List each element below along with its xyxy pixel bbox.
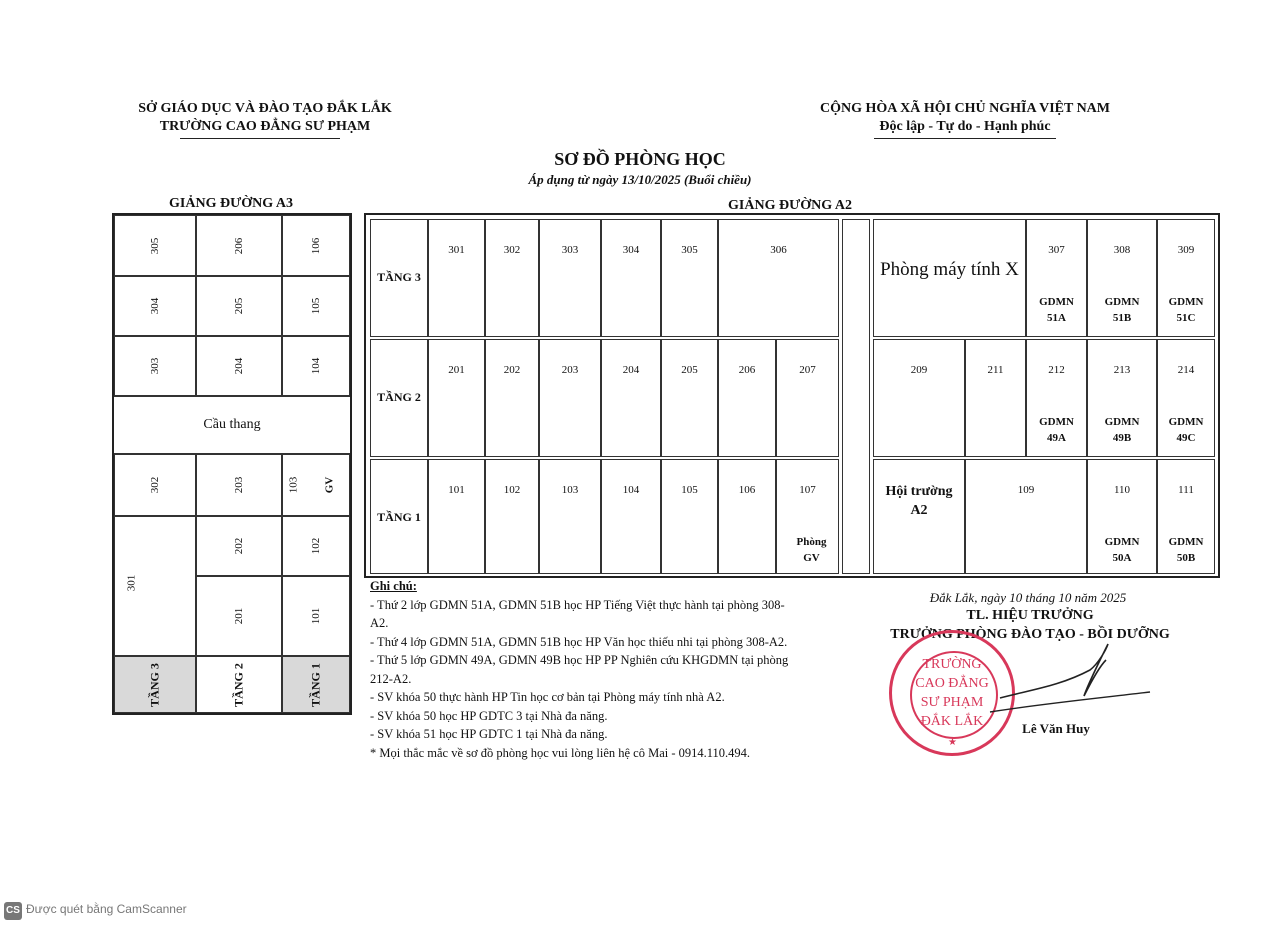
note-line: - SV khóa 50 thực hành HP Tin học cơ bản tại Phòng máy tính nhà A2. — [370, 690, 725, 704]
national-title: CỘNG HÒA XÃ HỘI CHỦ NGHĨA VIỆT NAM — [819, 101, 1110, 116]
note-line: - SV khóa 51 học HP GDTC 1 tại Nhà đa năng. — [370, 727, 608, 741]
a2-floor-2: TẦNG 2 — [370, 339, 428, 457]
a2-room-111: 111 GDMN 50B — [1157, 459, 1215, 574]
a3-room-101: 101 — [282, 576, 350, 656]
official-seal: TRƯỜNG CAO ĐẲNG SƯ PHẠM ĐẮK LẮK ★ — [889, 630, 1015, 756]
a3-room-304: 304 — [114, 276, 196, 336]
a2-room-211: 211 — [965, 339, 1026, 457]
page-subtitle: Áp dụng từ ngày 13/10/2025 (Buổi chiều) — [528, 172, 752, 187]
note-line: - Thứ 4 lớp GDMN 51A, GDMN 51B học HP Văn học thiếu nhi tại phòng 308-A2. — [370, 634, 788, 649]
a2-room-101: 101 — [428, 459, 485, 574]
note-line: - Thứ 2 lớp GDMN 51A, GDMN 51B học HP Tiếng Việt thực hành tại phòng 308- — [370, 597, 785, 612]
a2-room-102: 102 — [485, 459, 539, 574]
note-line: 212-A2. — [370, 671, 412, 686]
a2-floor-1: TẦNG 1 — [370, 459, 428, 574]
a3-room-105: 105 — [282, 276, 350, 336]
a2-room-305: 305 — [661, 219, 718, 337]
a3-room-203: 203 — [196, 454, 282, 516]
camscanner-icon: CS — [4, 902, 22, 920]
a3-room-104: 104 — [282, 336, 350, 396]
a2-stairwell — [842, 219, 870, 574]
a3-floor-2: TẦNG 2 — [196, 656, 282, 713]
signer-name: Lê Văn Huy — [1022, 721, 1090, 736]
a3-room-302: 302 — [114, 454, 196, 516]
issuer-underline — [180, 138, 340, 139]
sign-role-1: TL. HIỆU TRƯỞNG — [966, 608, 1094, 623]
a2-room-307: 307 GDMN 51A — [1026, 219, 1087, 337]
notes-block — [370, 577, 840, 762]
a3-floor-1: TẦNG 1 — [282, 656, 350, 713]
a3-room-301: 301 — [114, 516, 196, 656]
a3-room-103: 103 GV — [282, 454, 350, 516]
a2-floor-3: TẦNG 3 — [370, 219, 428, 337]
room-107-note: Phòng GV — [796, 536, 827, 564]
a2-room-106: 106 — [718, 459, 776, 574]
a2-room-201: 201 — [428, 339, 485, 457]
a2-room-103: 103 — [539, 459, 601, 574]
a3-room-205: 205 — [196, 276, 282, 336]
a2-room-213: 213 GDMN 49B — [1087, 339, 1157, 457]
a3-room-102: 102 — [282, 516, 350, 576]
note-line: - SV khóa 50 học HP GDTC 3 tại Nhà đa năng. — [370, 708, 608, 723]
a2-room-214: 214 GDMN 49C — [1157, 339, 1215, 457]
a2-hall: Hội trường A2 — [873, 459, 965, 574]
a2-computer-lab: Phòng máy tính X — [873, 219, 1026, 337]
a2-room-304: 304 — [601, 219, 661, 337]
signature-scribble — [960, 640, 1160, 720]
a2-room-202: 202 — [485, 339, 539, 457]
scanner-footer — [4, 902, 187, 920]
sign-date: Đắk Lắk, ngày 10 tháng 10 năm 2025 — [929, 590, 1127, 605]
a2-room-105: 105 — [661, 459, 718, 574]
national-motto: Độc lập - Tự do - Hạnh phúc — [879, 119, 1051, 134]
a2-room-303: 303 — [539, 219, 601, 337]
a2-room-204: 204 — [601, 339, 661, 457]
a3-room-201: 201 — [196, 576, 282, 656]
a2-room-209: 209 — [873, 339, 965, 457]
a2-room-207: 207 — [776, 339, 839, 457]
a3-room-305: 305 — [114, 215, 196, 276]
motto-underline — [874, 138, 1056, 139]
a3-label: GIẢNG ĐƯỜNG A3 — [169, 196, 293, 211]
a3-frame — [112, 213, 352, 715]
a2-room-206: 206 — [718, 339, 776, 457]
issuer-school: TRƯỜNG CAO ĐẲNG SƯ PHẠM — [159, 119, 371, 134]
a3-room-303: 303 — [114, 336, 196, 396]
footer-text: Được quét bằng CamScanner — [26, 902, 187, 916]
a2-room-205: 205 — [661, 339, 718, 457]
a2-frame — [364, 213, 1220, 578]
a2-room-309: 309 GDMN 51C — [1157, 219, 1215, 337]
note-line: - Thứ 5 lớp GDMN 49A, GDMN 49B học HP PP Nghiên cứu KHGDMN tại phòng — [370, 653, 789, 667]
a3-stairs: Cầu thang — [114, 396, 350, 454]
a2-room-104: 104 — [601, 459, 661, 574]
note-line: * Mọi thắc mắc về sơ đồ phòng học vui lòng liên hệ cô Mai - 0914.110.494. — [370, 745, 751, 760]
a2-room-308: 308 GDMN 51B — [1087, 219, 1157, 337]
a2-room-203: 203 — [539, 339, 601, 457]
notes-heading: Ghi chú: — [370, 579, 417, 593]
a3-room-202: 202 — [196, 516, 282, 576]
a2-room-109: 109 — [965, 459, 1087, 574]
a3-room-206: 206 — [196, 215, 282, 276]
a2-room-212: 212 GDMN 49A — [1026, 339, 1087, 457]
a2-room-301: 301 — [428, 219, 485, 337]
a3-floor-3: TẦNG 3 — [114, 656, 196, 713]
page-title: SƠ ĐỒ PHÒNG HỌC — [554, 149, 726, 169]
a3-room-106: 106 — [282, 215, 350, 276]
a2-label: GIẢNG ĐƯỜNG A2 — [728, 198, 852, 213]
a2-room-306: 306 — [718, 219, 839, 337]
sign-role-2: TRƯỞNG PHÒNG ĐÀO TẠO - BỒI DƯỠNG — [890, 627, 1170, 642]
a2-room-110: 110 GDMN 50A — [1087, 459, 1157, 574]
a2-room-107: 107 Phòng GV — [776, 459, 839, 574]
issuer-department: SỞ GIÁO DỤC VÀ ĐÀO TẠO ĐẮK LẮK — [138, 101, 392, 116]
a3-room-204: 204 — [196, 336, 282, 396]
note-line: A2. — [370, 616, 389, 630]
a2-room-302: 302 — [485, 219, 539, 337]
